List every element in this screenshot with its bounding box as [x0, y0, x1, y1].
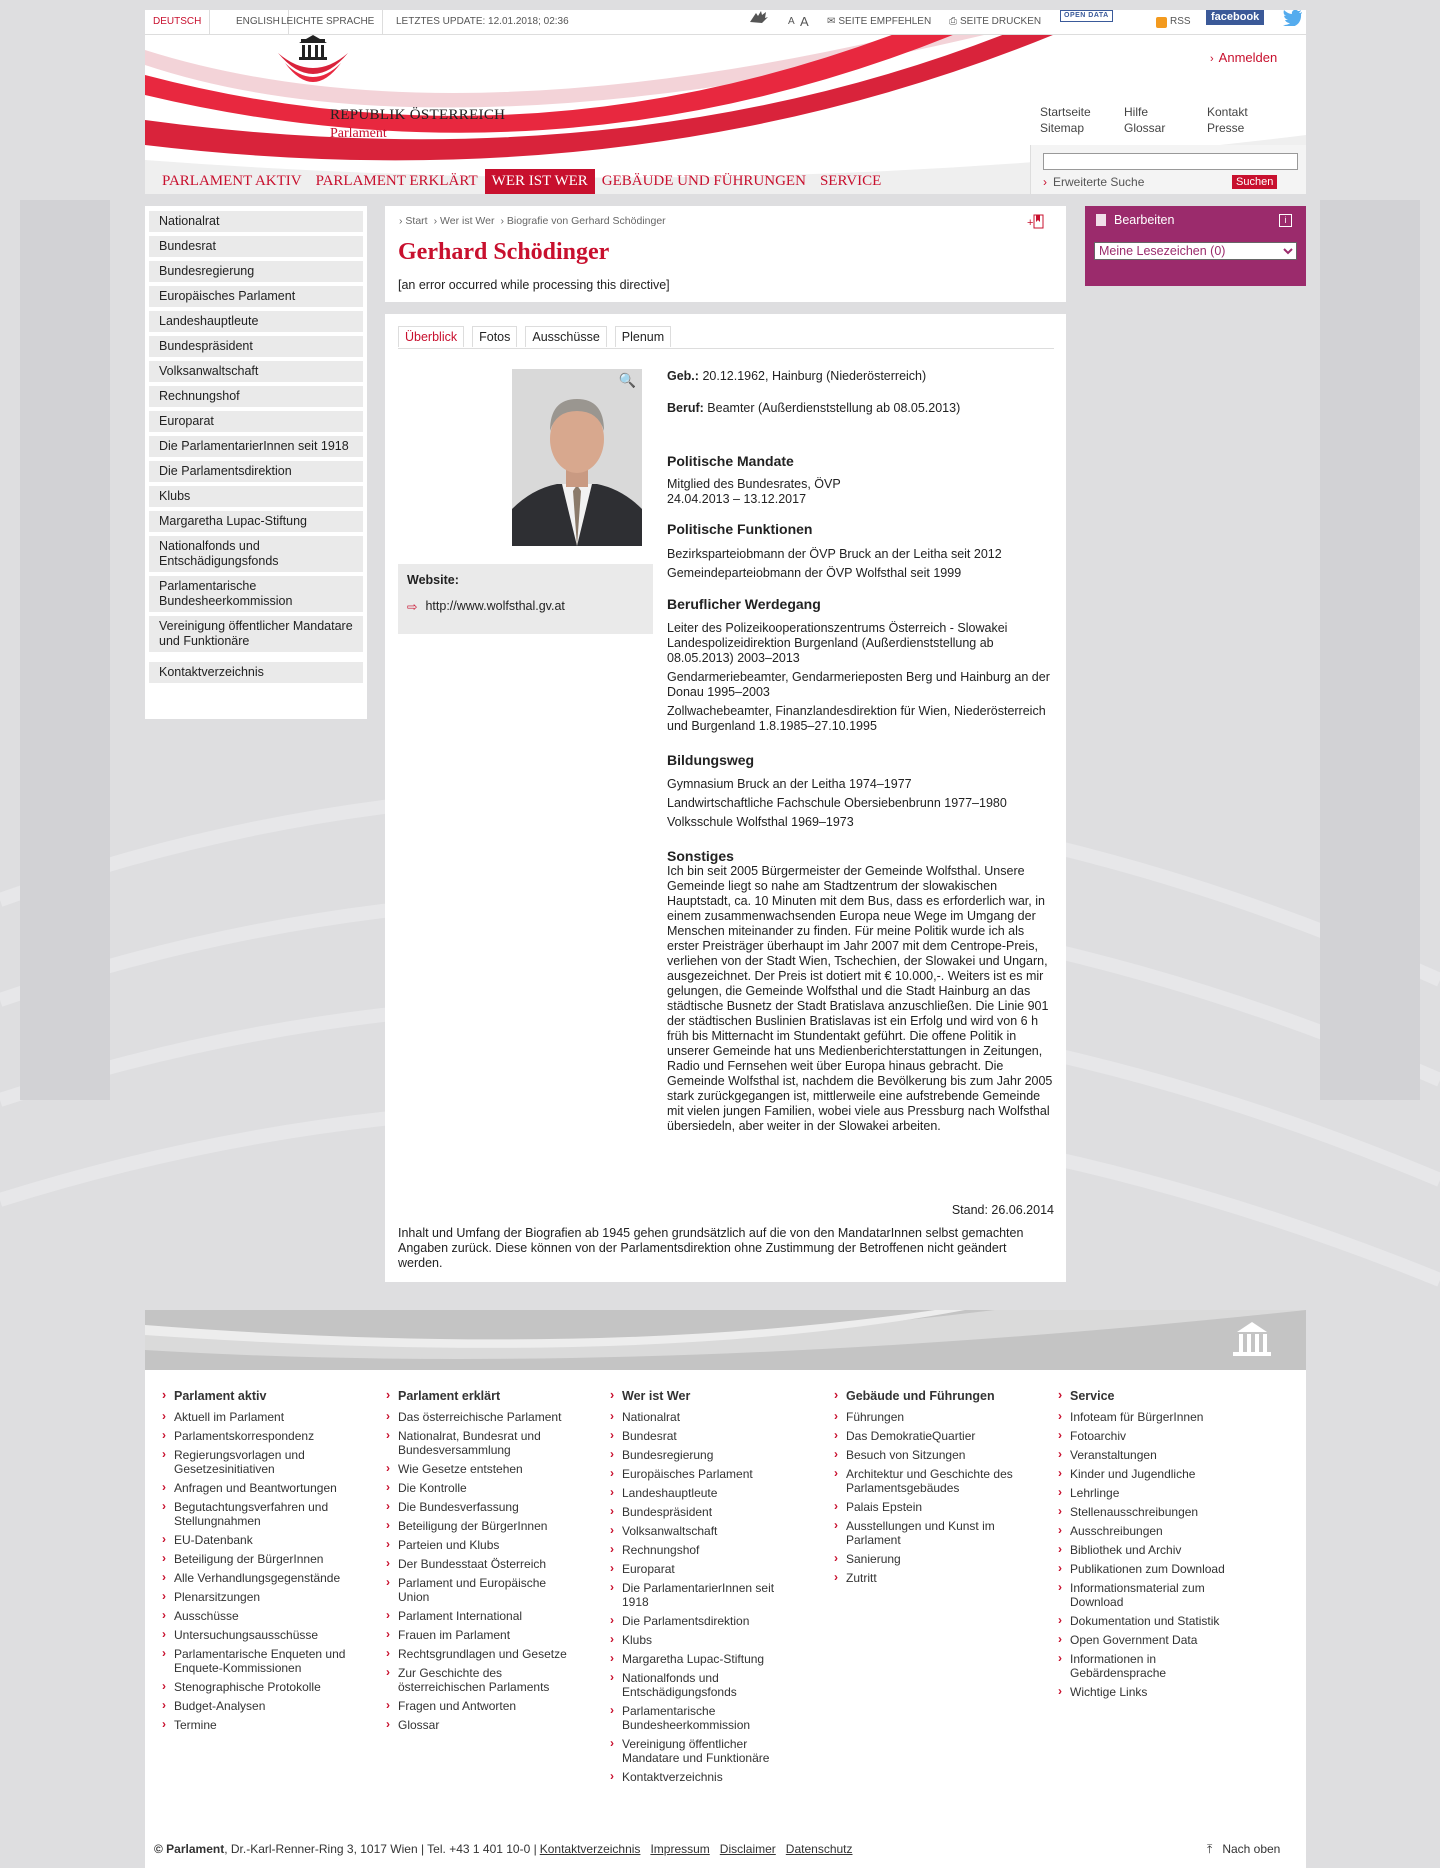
lang-leichte-sprache[interactable]: LEICHTE SPRACHE	[273, 10, 383, 35]
website-label: Website:	[407, 573, 459, 587]
page-title: Gerhard Schödinger	[398, 239, 610, 265]
rss-icon	[1156, 17, 1167, 28]
sidebar-item-vereinigung[interactable]: Vereinigung öffentlicher Mandatare und Funktionäre	[149, 616, 363, 652]
footer-link[interactable]: › Palais Epstein	[834, 1500, 1024, 1514]
website-box	[398, 564, 653, 634]
footer-link[interactable]: › Bibliothek und Archiv	[1058, 1543, 1248, 1557]
sidebar-item-landeshauptleute[interactable]: Landeshauptleute	[149, 311, 363, 332]
footer-link[interactable]: › Aktuell im Parlament	[162, 1410, 352, 1424]
footer-link[interactable]: › Ausstellungen und Kunst im Parlament	[834, 1519, 1024, 1547]
sidebar-item-parlamentarierinnen[interactable]: Die ParlamentarierInnen seit 1918	[149, 436, 363, 457]
sidebar-item-bundespraesident[interactable]: Bundespräsident	[149, 336, 363, 357]
footer-link[interactable]: › Rechnungshof	[610, 1543, 800, 1557]
footer-link[interactable]: › Stellenausschreibungen	[1058, 1505, 1248, 1519]
bookmark-icon	[1096, 214, 1106, 226]
footer-link[interactable]: › Besuch von Sitzungen	[834, 1448, 1024, 1462]
search-button[interactable]: Suchen	[1232, 175, 1277, 189]
print-page-link[interactable]: ⎙ SEITE DRUCKEN	[949, 10, 1041, 34]
tab-ueberblick[interactable]: Überblick	[398, 326, 464, 347]
sign-language-icon[interactable]	[748, 10, 770, 24]
nav-wer-ist-wer[interactable]: WER IST WER	[485, 169, 595, 194]
education-item: Gymnasium Bruck an der Leitha 1974–1977	[667, 777, 912, 791]
footer-link[interactable]: › Regierungsvorlagen und Gesetzesinitiativen	[162, 1448, 352, 1476]
parliament-logo	[273, 35, 353, 97]
website-link[interactable]: ⇨ http://www.wolfsthal.gv.at	[407, 599, 565, 614]
footer-link[interactable]: › Wie Gesetze entstehen	[386, 1462, 576, 1476]
career-item: Zollwachebeamter, Finanzlandesdirektion für Wien, Niederösterreich und Burgenland 1.8.1985–27.10.1995	[667, 704, 1046, 733]
footer-link[interactable]: › Nationalfonds und Entschädigungsfonds	[610, 1671, 800, 1699]
facebook-link[interactable]: facebook	[1206, 10, 1264, 25]
link-glossar[interactable]: Glossar	[1124, 121, 1166, 135]
functions-heading: Politische Funktionen	[667, 521, 813, 537]
footer-link[interactable]: › Volksanwaltschaft	[610, 1524, 800, 1538]
site-header	[145, 35, 1306, 194]
footer-link[interactable]: › Parlamentskorrespondenz	[162, 1429, 352, 1443]
stand-date: Stand: 26.06.2014	[951, 1203, 1054, 1217]
footer-impressum-link[interactable]: Impressum	[650, 1842, 710, 1856]
footer-copyright: © Parlament , Dr.-Karl-Renner-Ring 3, 1017 Wien | Tel. +43 1 401 10-0 | Kontaktverzeichnis Impressum Disclaimer Datenschutz	[154, 1842, 853, 1856]
font-size-large[interactable]: A	[800, 14, 809, 29]
portrait-image	[512, 369, 642, 546]
link-presse[interactable]: Presse	[1207, 121, 1245, 135]
footer-link[interactable]: › Die ParlamentarierInnen seit 1918	[610, 1581, 800, 1609]
footer-link[interactable]: › Die Parlamentsdirektion	[610, 1614, 800, 1628]
lang-deutsch[interactable]: DEUTSCH	[145, 10, 210, 35]
link-sitemap[interactable]: Sitemap	[1040, 121, 1085, 135]
footer-link[interactable]: › Stenographische Protokolle	[162, 1680, 352, 1694]
page-header	[385, 206, 1066, 302]
portrait-photo[interactable]	[512, 369, 642, 546]
footer-link[interactable]: › Zur Geschichte des österreichischen Parlaments	[386, 1666, 576, 1694]
tab-divider	[398, 348, 1054, 349]
footer-link[interactable]: › Parteien und Klubs	[386, 1538, 576, 1552]
arrow-up-icon: ⤒	[1207, 1842, 1213, 1856]
footer-link[interactable]: › Veranstaltungen	[1058, 1448, 1248, 1462]
footer-link[interactable]: › Kinder und Jugendliche	[1058, 1467, 1248, 1481]
footer-link[interactable]: › Die Kontrolle	[386, 1481, 576, 1495]
footer-link[interactable]: › Klubs	[610, 1633, 800, 1647]
sidebar-item-rechnungshof[interactable]: Rechnungshof	[149, 386, 363, 407]
footer-link[interactable]: › Parlament International	[386, 1609, 576, 1623]
footer-link[interactable]: › Publikationen zum Download	[1058, 1562, 1248, 1576]
function-item: Gemeindeparteiobmann der ÖVP Wolfsthal seit 1999	[667, 566, 962, 580]
tab-plenum[interactable]: Plenum	[615, 326, 671, 347]
twitter-icon[interactable]	[1283, 10, 1303, 26]
footer-link[interactable]: › Untersuchungsausschüsse	[162, 1628, 352, 1642]
education-item: Volksschule Wolfsthal 1969–1973	[667, 815, 854, 829]
footer-link[interactable]: › Beteiligung der BürgerInnen	[162, 1552, 352, 1566]
link-kontakt[interactable]: Kontakt	[1207, 105, 1248, 119]
footer-link[interactable]: › Lehrlinge	[1058, 1486, 1248, 1500]
printer-icon: ⎙	[949, 16, 957, 27]
advanced-search-link[interactable]: › Erweiterte Suche	[1043, 175, 1145, 189]
login-link[interactable]: › Anmelden	[1210, 50, 1278, 65]
footer-link[interactable]: › Wichtige Links	[1058, 1685, 1248, 1699]
mandate-line: Mitglied des Bundesrates, ÖVP	[667, 477, 841, 491]
footer-link[interactable]: › Bundesrat	[610, 1429, 800, 1443]
footer-col-title[interactable]: › Gebäude und Führungen	[834, 1389, 1024, 1403]
footer-link[interactable]: › Parlamentarische Bundesheerkommission	[610, 1704, 800, 1732]
sidebar-item-kontaktverzeichnis[interactable]: Kontaktverzeichnis	[149, 662, 363, 683]
rss-link[interactable]: RSS	[1156, 10, 1191, 34]
footer-link[interactable]: › Frauen im Parlament	[386, 1628, 576, 1642]
breadcrumb-start[interactable]: › Start	[399, 215, 428, 227]
footer-kontaktverzeichnis-link[interactable]: Kontaktverzeichnis	[539, 1842, 641, 1856]
svg-text:+: +	[1027, 217, 1034, 229]
utility-bar	[145, 10, 1306, 35]
footer-link[interactable]: › Rechtsgrundlagen und Gesetze	[386, 1647, 576, 1661]
sidebar-item-europaeisches-parlament[interactable]: Europäisches Parlament	[149, 286, 363, 307]
search-input[interactable]	[1043, 153, 1298, 170]
open-data-link[interactable]: OPEN DATA	[1060, 10, 1113, 22]
edit-panel	[1085, 206, 1306, 286]
main-navigation	[155, 169, 888, 194]
mandate-line: 24.04.2013 – 13.12.2017	[667, 492, 807, 506]
footer-col-service	[1058, 1389, 1248, 1704]
footer-link[interactable]: › Parlamentarische Enqueten und Enquete-Kommissionen	[162, 1647, 352, 1675]
footer-link[interactable]: › Beteiligung der BürgerInnen	[386, 1519, 576, 1533]
mandates-heading: Politische Mandate	[667, 453, 794, 469]
footer-col-title[interactable]: › Service	[1058, 1389, 1248, 1403]
footer-link[interactable]: › Europarat	[610, 1562, 800, 1576]
zoom-icon[interactable]: 🔍	[618, 372, 636, 388]
misc-heading: Sonstiges	[667, 848, 734, 864]
external-link-icon: ⇨	[407, 600, 418, 614]
footer-link[interactable]: › Termine	[162, 1718, 352, 1732]
footer-link[interactable]: › Plenarsitzungen	[162, 1590, 352, 1604]
breadcrumb	[399, 215, 666, 227]
footer-link[interactable]: › Begutachtungsverfahren und Stellungnahmen	[162, 1500, 352, 1528]
job-info: Beruf: Beamter (Außerdienststellung ab 08.05.2013)	[667, 401, 961, 415]
footer-link[interactable]: › Europäisches Parlament	[610, 1467, 800, 1481]
footer-col-wer-ist-wer	[610, 1389, 800, 1789]
footer-link[interactable]: › Führungen	[834, 1410, 1024, 1424]
footer-link[interactable]: › Sanierung	[834, 1552, 1024, 1566]
sidebar-item-parlamentsdirektion[interactable]: Die Parlamentsdirektion	[149, 461, 363, 482]
nav-service[interactable]: SERVICE	[819, 173, 882, 189]
footer-col-title[interactable]: › Parlament aktiv	[162, 1389, 352, 1403]
function-item: Bezirksparteiobmann der ÖVP Bruck an der Leitha seit 2012	[667, 547, 1002, 561]
footer-link[interactable]: › EU-Datenbank	[162, 1533, 352, 1547]
logo-subtitle: Parlament	[330, 126, 387, 141]
footer-link[interactable]: › Architektur und Geschichte des Parlamentsgebäudes	[834, 1467, 1024, 1495]
footer-link[interactable]: › Ausschreibungen	[1058, 1524, 1248, 1538]
disclaimer-text: Inhalt und Umfang der Biografien ab 1945 gehen grundsätzlich auf die von den MandatarInnen selbst gemachten Angaben zurück. Diese können von der Parlamentsdirektion ohne Zustimmung der Betroffenen nicht geändert werden.	[398, 1226, 1024, 1270]
footer-link[interactable]: › Alle Verhandlungsgegenstände	[162, 1571, 352, 1585]
biography-text	[667, 369, 1057, 1134]
footer-link[interactable]: › Das DemokratieQuartier	[834, 1429, 1024, 1443]
footer-link[interactable]: › Der Bundesstaat Österreich	[386, 1557, 576, 1571]
footer-link[interactable]: › Zutritt	[834, 1571, 1024, 1585]
education-item: Landwirtschaftliche Fachschule Obersiebenbrunn 1977–1980	[667, 796, 1007, 810]
error-message: [an error occurred while processing this directive]	[398, 278, 670, 292]
envelope-icon: ✉	[827, 16, 836, 27]
sidebar-item-klubs[interactable]: Klubs	[149, 486, 363, 507]
bookmarks-select[interactable]	[1094, 242, 1297, 260]
footer-disclaimer-link[interactable]: Disclaimer	[719, 1842, 776, 1856]
footer-link[interactable]: › Parlament und Europäische Union	[386, 1576, 576, 1604]
nav-gebaeude-und-fuehrungen[interactable]: GEBÄUDE UND FÜHRUNGEN	[601, 173, 806, 189]
nav-parlament-erklaert[interactable]: PARLAMENT ERKLÄRT	[315, 173, 478, 189]
add-bookmark-icon[interactable]	[1027, 214, 1045, 233]
search-box	[1030, 145, 1306, 194]
footer-link[interactable]: › Open Government Data	[1058, 1633, 1248, 1647]
footer-link[interactable]: › Nationalrat, Bundesrat und Bundesversammlung	[386, 1429, 576, 1457]
footer-link[interactable]: › Bundesregierung	[610, 1448, 800, 1462]
education-heading: Bildungsweg	[667, 752, 755, 768]
link-startseite[interactable]: Startseite	[1040, 105, 1091, 119]
career-heading: Beruflicher Werdegang	[667, 596, 821, 612]
last-update: LETZTES UPDATE: 12.01.2018; 02:36	[396, 16, 569, 27]
footer-link[interactable]: › Dokumentation und Statistik	[1058, 1614, 1248, 1628]
breadcrumb-current: › Biografie von Gerhard Schödinger	[500, 215, 666, 227]
footer-col-parlament-erklaert	[386, 1389, 576, 1737]
edit-panel-header: Bearbeiten	[1096, 213, 1174, 227]
footer-link[interactable]: › Infoteam für BürgerInnen	[1058, 1410, 1248, 1424]
career-item: Leiter des Polizeikooperationszentrums Österreich - Slowakei Landespolizeidirektion Burgenland (Außerdienststellung ab 08.05.2013) 2003–2013	[667, 621, 1008, 665]
nav-parlament-aktiv[interactable]: PARLAMENT AKTIV	[162, 173, 302, 189]
footer-link[interactable]: › Fotoarchiv	[1058, 1429, 1248, 1443]
birth-info: Geb.: 20.12.1962, Hainburg (Niederösterreich)	[667, 369, 927, 383]
footer-link[interactable]: › Fragen und Antworten	[386, 1699, 576, 1713]
footer-link[interactable]: › Kontaktverzeichnis	[610, 1770, 800, 1784]
sidebar-item-bundesheerkommission[interactable]: Parlamentarische Bundesheerkommission	[149, 576, 363, 612]
footer-link[interactable]: › Margaretha Lupac-Stiftung	[610, 1652, 800, 1666]
info-icon[interactable]: i	[1279, 214, 1292, 227]
footer-col-parlament-aktiv	[162, 1389, 352, 1737]
footer-band	[145, 1310, 1306, 1370]
footer-link[interactable]: › Glossar	[386, 1718, 576, 1732]
tab-ausschuesse[interactable]: Ausschüsse	[525, 326, 606, 347]
link-hilfe[interactable]: Hilfe	[1124, 105, 1149, 119]
biography-panel	[385, 314, 1066, 1282]
footer-link[interactable]: › Informationsmaterial zum Download	[1058, 1581, 1248, 1609]
footer-swoosh	[145, 1310, 1306, 1370]
back-to-top-link[interactable]: ⤒ Nach oben	[1207, 1842, 1281, 1856]
tab-bar	[398, 326, 671, 347]
footer-link[interactable]: › Budget-Analysen	[162, 1699, 352, 1713]
sidebar-item-nationalfonds[interactable]: Nationalfonds und Entschädigungsfonds	[149, 536, 363, 572]
breadcrumb-wer-ist-wer[interactable]: › Wer ist Wer	[433, 215, 495, 227]
footer-link[interactable]: › Ausschüsse	[162, 1609, 352, 1623]
footer-col-title[interactable]: › Parlament erklärt	[386, 1389, 576, 1403]
sidebar-navigation	[145, 206, 367, 719]
footer-col-gebaeude	[834, 1389, 1024, 1590]
recommend-page-link[interactable]: ✉ SEITE EMPFEHLEN	[827, 10, 931, 34]
footer-link[interactable]: › Landeshauptleute	[610, 1486, 800, 1500]
sidebar-item-lupac-stiftung[interactable]: Margaretha Lupac-Stiftung	[149, 511, 363, 532]
sidebar-item-nationalrat[interactable]: Nationalrat	[149, 211, 363, 232]
font-size-small[interactable]: A	[788, 16, 795, 27]
footer-link[interactable]: › Vereinigung öffentlicher Mandatare und Funktionäre	[610, 1737, 800, 1765]
lang-english[interactable]: ENGLISH	[228, 10, 289, 35]
footer-link[interactable]: › Die Bundesverfassung	[386, 1500, 576, 1514]
footer-col-title[interactable]: › Wer ist Wer	[610, 1389, 800, 1403]
logo-title: REPUBLIK ÖSTERREICH	[330, 107, 506, 123]
sidebar-item-europarat[interactable]: Europarat	[149, 411, 363, 432]
footer-link[interactable]: › Anfragen und Beantwortungen	[162, 1481, 352, 1495]
site-footer	[145, 1310, 1306, 1868]
footer-datenschutz-link[interactable]: Datenschutz	[785, 1842, 853, 1856]
sidebar-item-bundesrat[interactable]: Bundesrat	[149, 236, 363, 257]
footer-link[interactable]: › Bundespräsident	[610, 1505, 800, 1519]
tab-fotos[interactable]: Fotos	[472, 326, 517, 347]
misc-text: Ich bin seit 2005 Bürgermeister der Gemeinde Wolfsthal. Unsere Gemeinde liegt so nahe am Stadtzentrum der slowakischen Hauptstadt, ca. 10 Minuten mit dem Bus, dass es erforderlich war, in einem zusammenwachsenden Europa neue Wege im Umgang der Menschen miteinander zu finden. Für meine Politik wurde ich als erster Preisträger überhaupt im Jahr 2007 mit dem Centrope-Preis, verliehen von der Stadt Wien, Tschechien, der Slowakei und Ungarn, ausgezeichnet. Der Preis ist dotiert mit € 10.000,-. Weiters ist es mir gelungen, die Gemeinde Wolfsthal und die Stadt Hainburg an das städtische Busnetz der Stadt Bratislava anzuschließen. Die Linie 901 der städtischen Buslinien Bratislavas ist ein Erfolg und wird von 6 h früh bis Mitternacht im Stundentakt geführt. Die offene Politik in unserer Gemeinde hat uns Medienberichterstattungen in Zeitungen, Radio und Fernsehen weit über Europa hinaus gebracht. Die Gemeinde Wolfsthal ist, nachdem die Bevölkerung bis zum Jahr 2005 stark zurückgegangen ist, mittlerweile eine aufstrebende Gemeinde mit vielen jungen Familien, wobei viele aus Pressburg nach Wolfsthal übersiedeln, aber weiter in der Slowakei arbeiten.	[667, 864, 1053, 1133]
sidebar-item-bundesregierung[interactable]: Bundesregierung	[149, 261, 363, 282]
footer-link[interactable]: › Informationen in Gebärdensprache	[1058, 1652, 1248, 1680]
sidebar-item-volksanwaltschaft[interactable]: Volksanwaltschaft	[149, 361, 363, 382]
career-item: Gendarmeriebeamter, Gendarmerieposten Berg und Hainburg an der Donau 1995–2003	[667, 670, 1050, 699]
footer-link[interactable]: › Das österreichische Parlament	[386, 1410, 576, 1424]
footer-link[interactable]: › Nationalrat	[610, 1410, 800, 1424]
